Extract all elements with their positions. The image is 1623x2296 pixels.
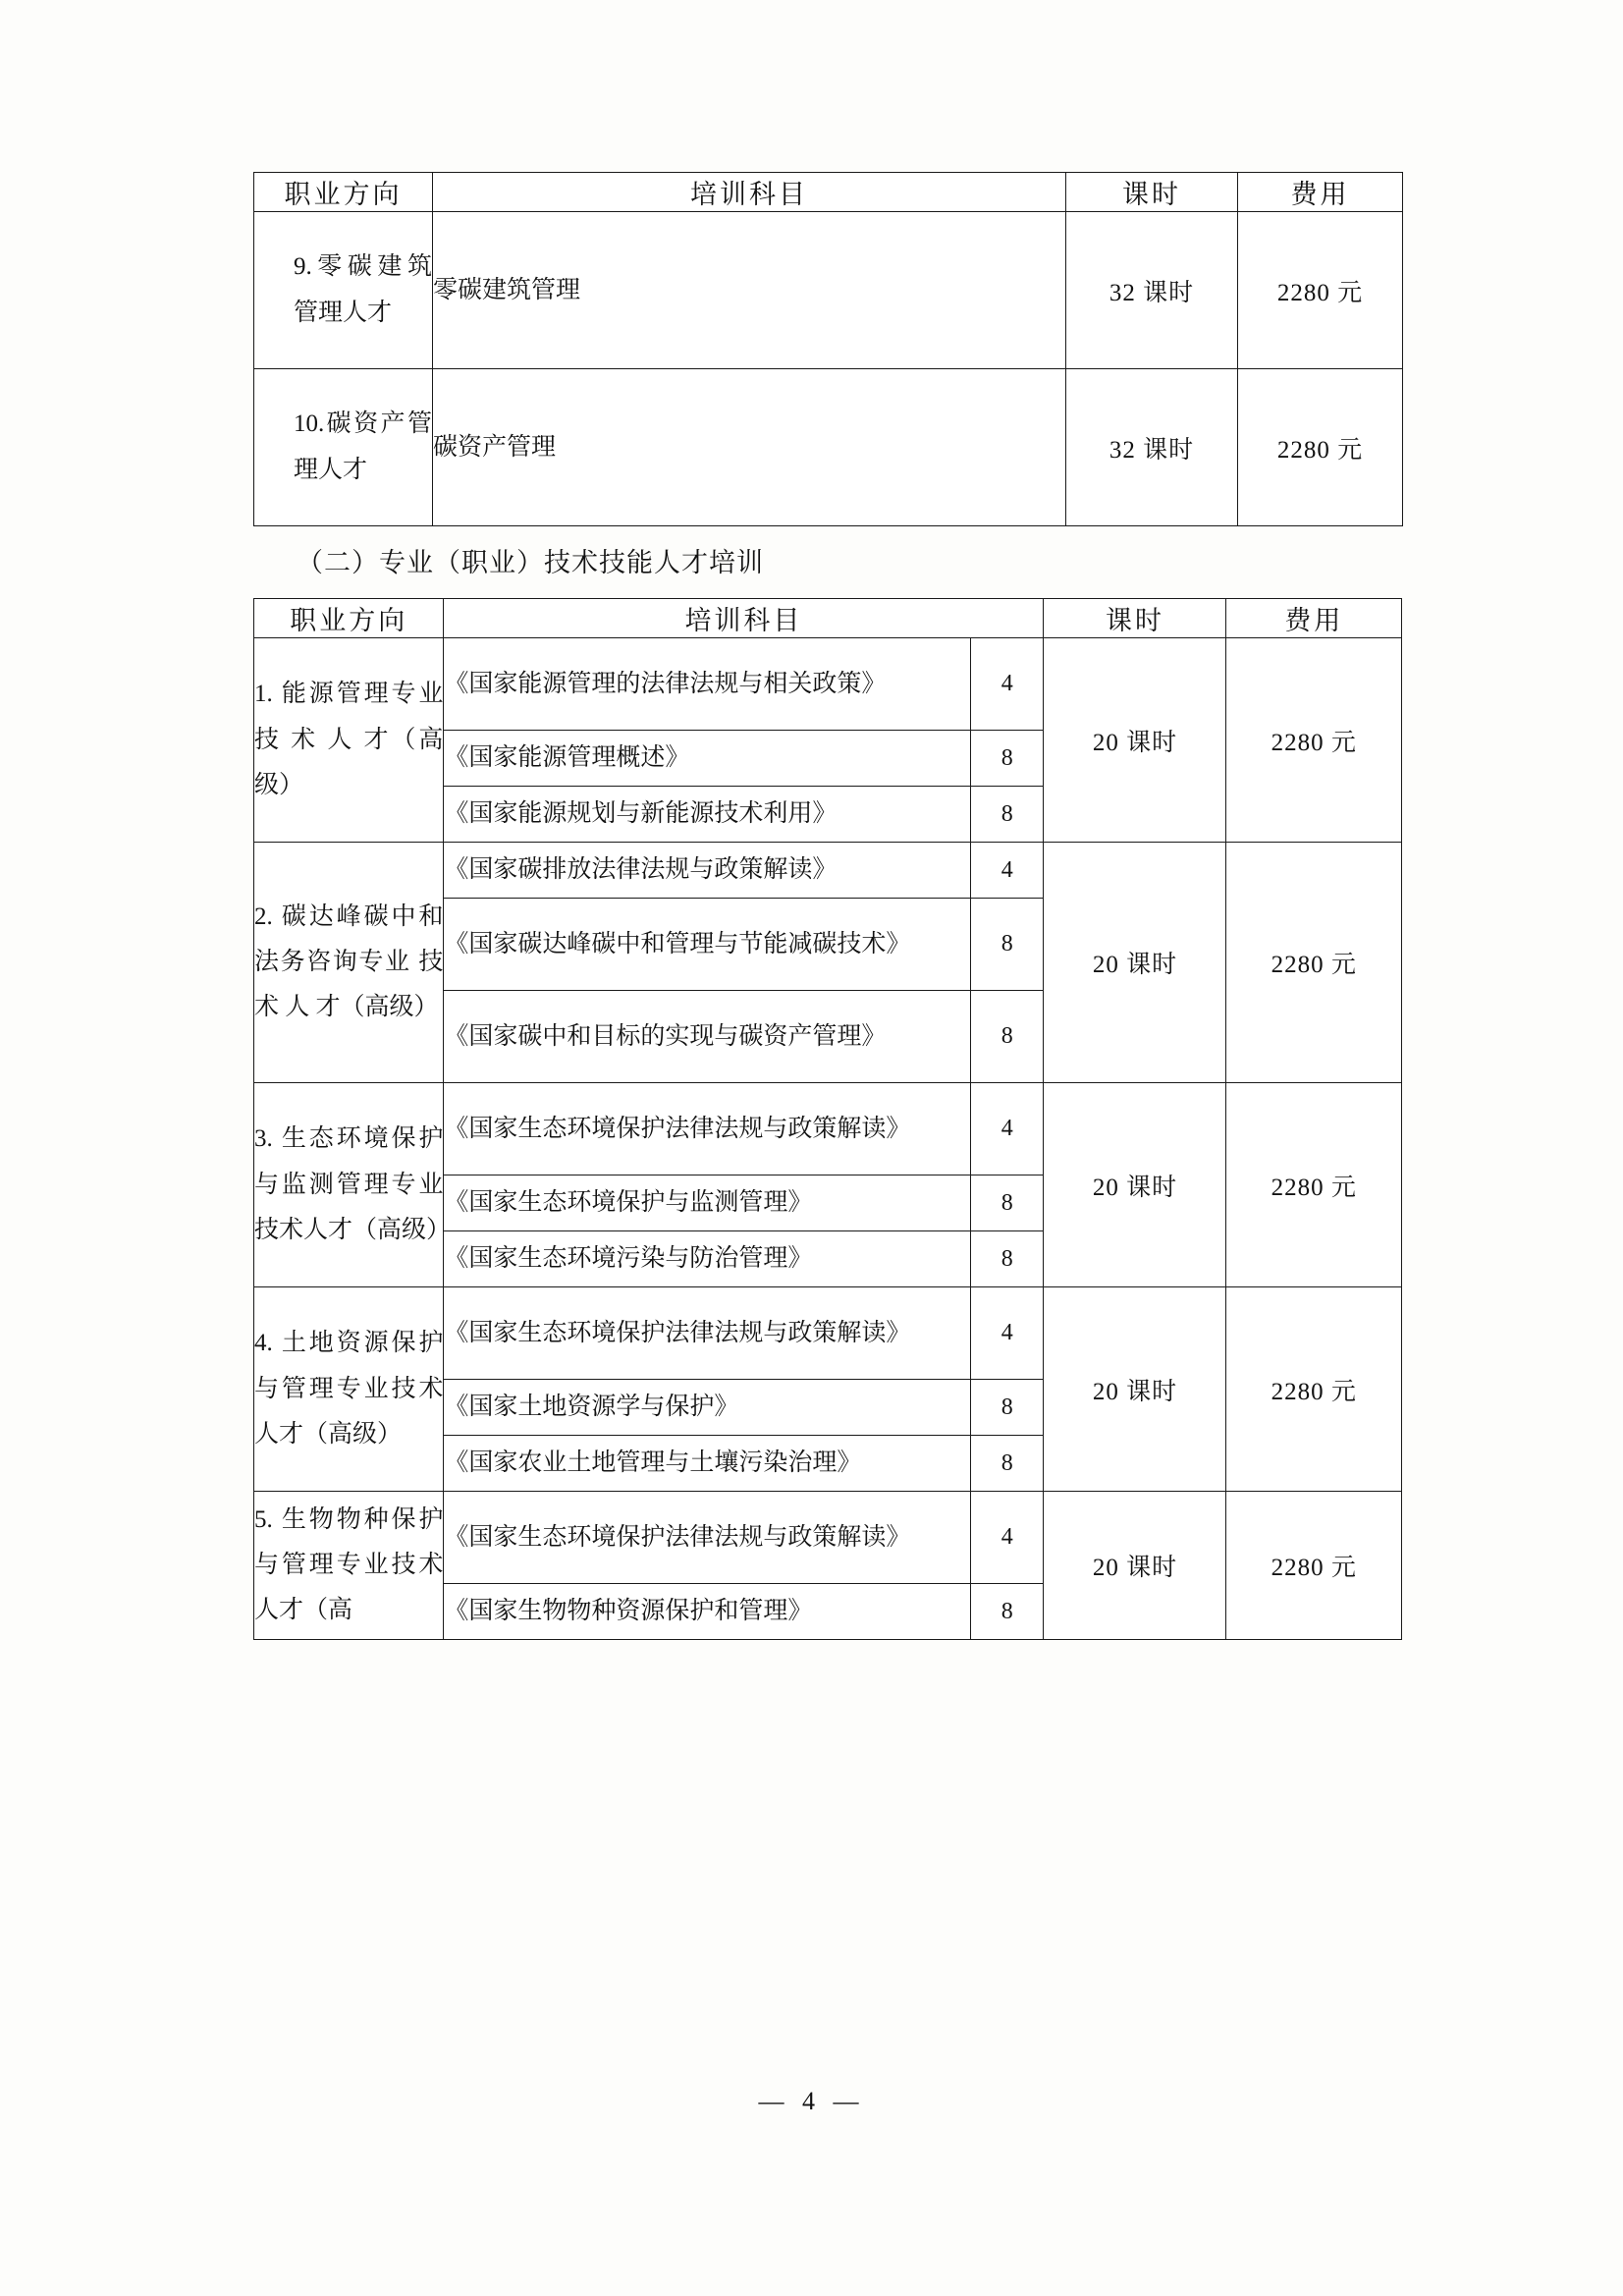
cell-subject: 碳资产管理 <box>433 369 1066 526</box>
training-table-professional-skills <box>253 598 1402 1640</box>
cell-fee: 2280 元 <box>1238 212 1403 369</box>
cell-fee: 2280 元 <box>1226 1492 1402 1640</box>
cell-direction: 3. 生态环境保护与监测管理专业技术人才（高级） <box>254 1083 444 1287</box>
cell-subject: 《国家碳排放法律法规与政策解读》 <box>444 843 971 899</box>
cell-credit: 8 <box>971 1584 1044 1640</box>
cell-subject: 《国家生态环境保护法律法规与政策解读》 <box>444 1083 971 1175</box>
cell-subject: 零碳建筑管理 <box>433 212 1066 369</box>
cell-fee: 2280 元 <box>1226 843 1402 1083</box>
cell-credit: 8 <box>971 1436 1044 1492</box>
cell-credit: 8 <box>971 899 1044 991</box>
column-header-hours: 课时 <box>1044 599 1226 638</box>
table-header-row <box>254 599 1402 638</box>
cell-hours: 32 课时 <box>1066 369 1238 526</box>
table-row <box>254 1287 1402 1380</box>
table-row <box>254 843 1402 899</box>
cell-hours: 20 课时 <box>1044 638 1226 843</box>
column-header-hours: 课时 <box>1066 173 1238 212</box>
cell-hours: 20 课时 <box>1044 1083 1226 1287</box>
page-number: — 4 — <box>758 2087 865 2115</box>
cell-subject: 《国家碳中和目标的实现与碳资产管理》 <box>444 991 971 1083</box>
cell-subject: 《国家农业土地管理与土壤污染治理》 <box>444 1436 971 1492</box>
column-header-fee: 费用 <box>1238 173 1403 212</box>
column-header-direction: 职业方向 <box>254 173 433 212</box>
table-header-row <box>254 173 1403 212</box>
cell-credit: 4 <box>971 843 1044 899</box>
cell-hours: 20 课时 <box>1044 843 1226 1083</box>
cell-direction: 5. 生物物种保护与管理专业技术人才（高 <box>254 1492 444 1640</box>
cell-direction: 4. 土地资源保护与管理专业技术人才（高级） <box>254 1287 444 1492</box>
cell-credit: 8 <box>971 1380 1044 1436</box>
cell-credit: 4 <box>971 1287 1044 1380</box>
cell-subject: 《国家能源管理概述》 <box>444 731 971 787</box>
cell-credit: 8 <box>971 731 1044 787</box>
cell-subject: 《国家生态环境保护与监测管理》 <box>444 1175 971 1231</box>
table-row <box>254 1492 1402 1584</box>
cell-subject: 《国家土地资源学与保护》 <box>444 1380 971 1436</box>
cell-subject: 《国家生态环境保护法律法规与政策解读》 <box>444 1492 971 1584</box>
table-row <box>254 369 1403 526</box>
cell-direction: 1. 能源管理专业 技 术 人 才（高级） <box>254 638 444 843</box>
cell-credit: 8 <box>971 1175 1044 1231</box>
cell-hours: 20 课时 <box>1044 1287 1226 1492</box>
cell-subject: 《国家生物物种资源保护和管理》 <box>444 1584 971 1640</box>
cell-subject: 《国家生态环境保护法律法规与政策解读》 <box>444 1287 971 1380</box>
cell-fee: 2280 元 <box>1238 369 1403 526</box>
column-header-direction: 职业方向 <box>254 599 444 638</box>
cell-subject: 《国家生态环境污染与防治管理》 <box>444 1231 971 1287</box>
cell-fee: 2280 元 <box>1226 638 1402 843</box>
cell-subject: 《国家碳达峰碳中和管理与节能减碳技术》 <box>444 899 971 991</box>
column-header-fee: 费用 <box>1226 599 1402 638</box>
cell-hours: 32 课时 <box>1066 212 1238 369</box>
column-header-subject: 培训科目 <box>433 173 1066 212</box>
cell-credit: 8 <box>971 1231 1044 1287</box>
cell-fee: 2280 元 <box>1226 1287 1402 1492</box>
cell-direction: 10.碳资产管理人才 <box>254 369 433 526</box>
cell-credit: 8 <box>971 787 1044 843</box>
cell-subject: 《国家能源规划与新能源技术利用》 <box>444 787 971 843</box>
table-row <box>254 638 1402 731</box>
cell-credit: 4 <box>971 1492 1044 1584</box>
cell-direction: 9.零碳建筑管理人才 <box>254 212 433 369</box>
cell-fee: 2280 元 <box>1226 1083 1402 1287</box>
cell-subject: 《国家能源管理的法律法规与相关政策》 <box>444 638 971 731</box>
cell-hours: 20 课时 <box>1044 1492 1226 1640</box>
cell-credit: 4 <box>971 1083 1044 1175</box>
page-content <box>253 172 1402 1640</box>
training-table-carbon-management <box>253 172 1403 526</box>
cell-credit: 8 <box>971 991 1044 1083</box>
table-row <box>254 1083 1402 1175</box>
column-header-subject: 培训科目 <box>444 599 1044 638</box>
section-caption: （二）专业（职业）技术技能人才培训 <box>297 548 764 577</box>
cell-direction: 2. 碳达峰碳中和法务咨询专业 技 术 人 才（高级） <box>254 843 444 1083</box>
cell-credit: 4 <box>971 638 1044 731</box>
table-row <box>254 212 1403 369</box>
